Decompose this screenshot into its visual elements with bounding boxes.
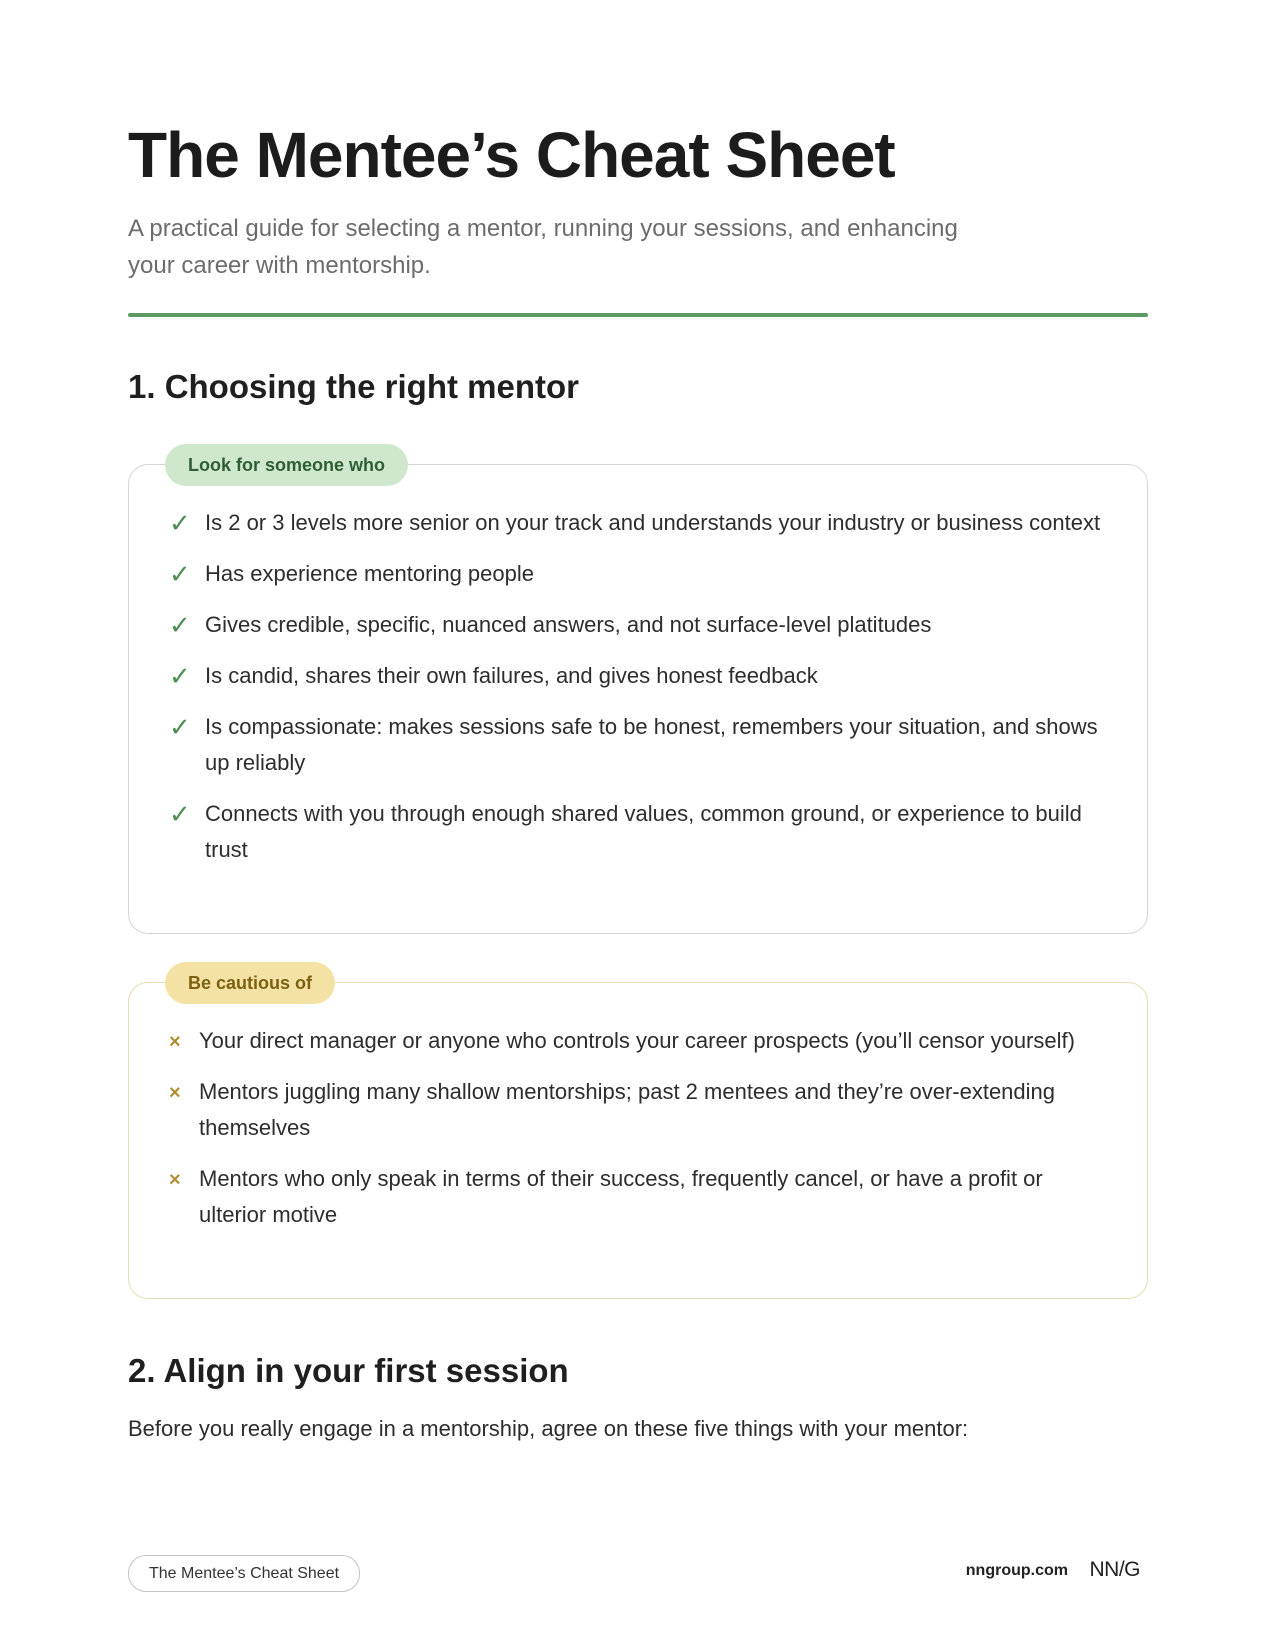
page-title: The Mentee’s Cheat Sheet [128, 119, 895, 191]
cautious-of-list [169, 1023, 1109, 1248]
look-for-label: Look for someone who [165, 444, 408, 486]
cross-icon: × [169, 1169, 181, 1191]
list-item [169, 1023, 1109, 1059]
cross-icon: × [169, 1031, 181, 1053]
footer-site-link[interactable]: nngroup.com [965, 1562, 1068, 1579]
list-item-text: Is 2 or 3 levels more senior on your track and understands your industry or business context [205, 510, 1101, 535]
cautious-of-box [128, 973, 1148, 1299]
section-2-intro: Before you really engage in a mentorship, agree on these five things with your mentor: [128, 1416, 969, 1441]
list-item [169, 607, 1109, 643]
list-item [169, 1161, 1109, 1233]
check-icon: ✓ [169, 661, 191, 691]
look-for-list [169, 505, 1109, 883]
footer-document-label: The Mentee’s Cheat Sheet [128, 1555, 360, 1592]
list-item [169, 796, 1109, 868]
list-item [169, 709, 1109, 781]
page [128, 0, 1148, 1650]
list-item [169, 658, 1109, 694]
title-divider [128, 313, 1148, 317]
list-item-text: Is compassionate: makes sessions safe to be honest, remembers your situation, and shows up reliably [205, 714, 1098, 775]
cross-icon: × [169, 1082, 181, 1104]
check-icon: ✓ [169, 712, 191, 742]
list-item [169, 1074, 1109, 1146]
section-2-heading: 2. Align in your first session [128, 1352, 569, 1389]
list-item-text: Has experience mentoring people [205, 561, 534, 586]
list-item-text: Is candid, shares their own failures, and gives honest feedback [205, 663, 818, 688]
list-item-text: Connects with you through enough shared values, common ground, or experience to build trust [205, 801, 1082, 862]
list-item-text: Gives credible, specific, nuanced answers, and not surface-level platitudes [205, 612, 932, 637]
list-item-text: Mentors who only speak in terms of their success, frequently cancel, or have a profit or ulterior motive [199, 1166, 1043, 1227]
check-icon: ✓ [169, 559, 191, 589]
section-1-heading: 1. Choosing the right mentor [128, 368, 579, 405]
look-for-box [128, 455, 1148, 934]
list-item [169, 556, 1109, 592]
list-item [169, 505, 1109, 541]
check-icon: ✓ [169, 610, 191, 640]
list-item-text: Your direct manager or anyone who controls your career prospects (you’ll censor yourself) [199, 1028, 1075, 1053]
check-icon: ✓ [169, 508, 191, 538]
cautious-of-label: Be cautious of [165, 962, 335, 1004]
list-item-text: Mentors juggling many shallow mentorships; past 2 mentees and they’re over-extending themselves [199, 1079, 1056, 1140]
page-subtitle: A practical guide for selecting a mentor, running your sessions, and enhancing your career with mentorship. [128, 215, 958, 279]
check-icon: ✓ [169, 799, 191, 829]
nng-logo: NN/G [1089, 1558, 1140, 1581]
